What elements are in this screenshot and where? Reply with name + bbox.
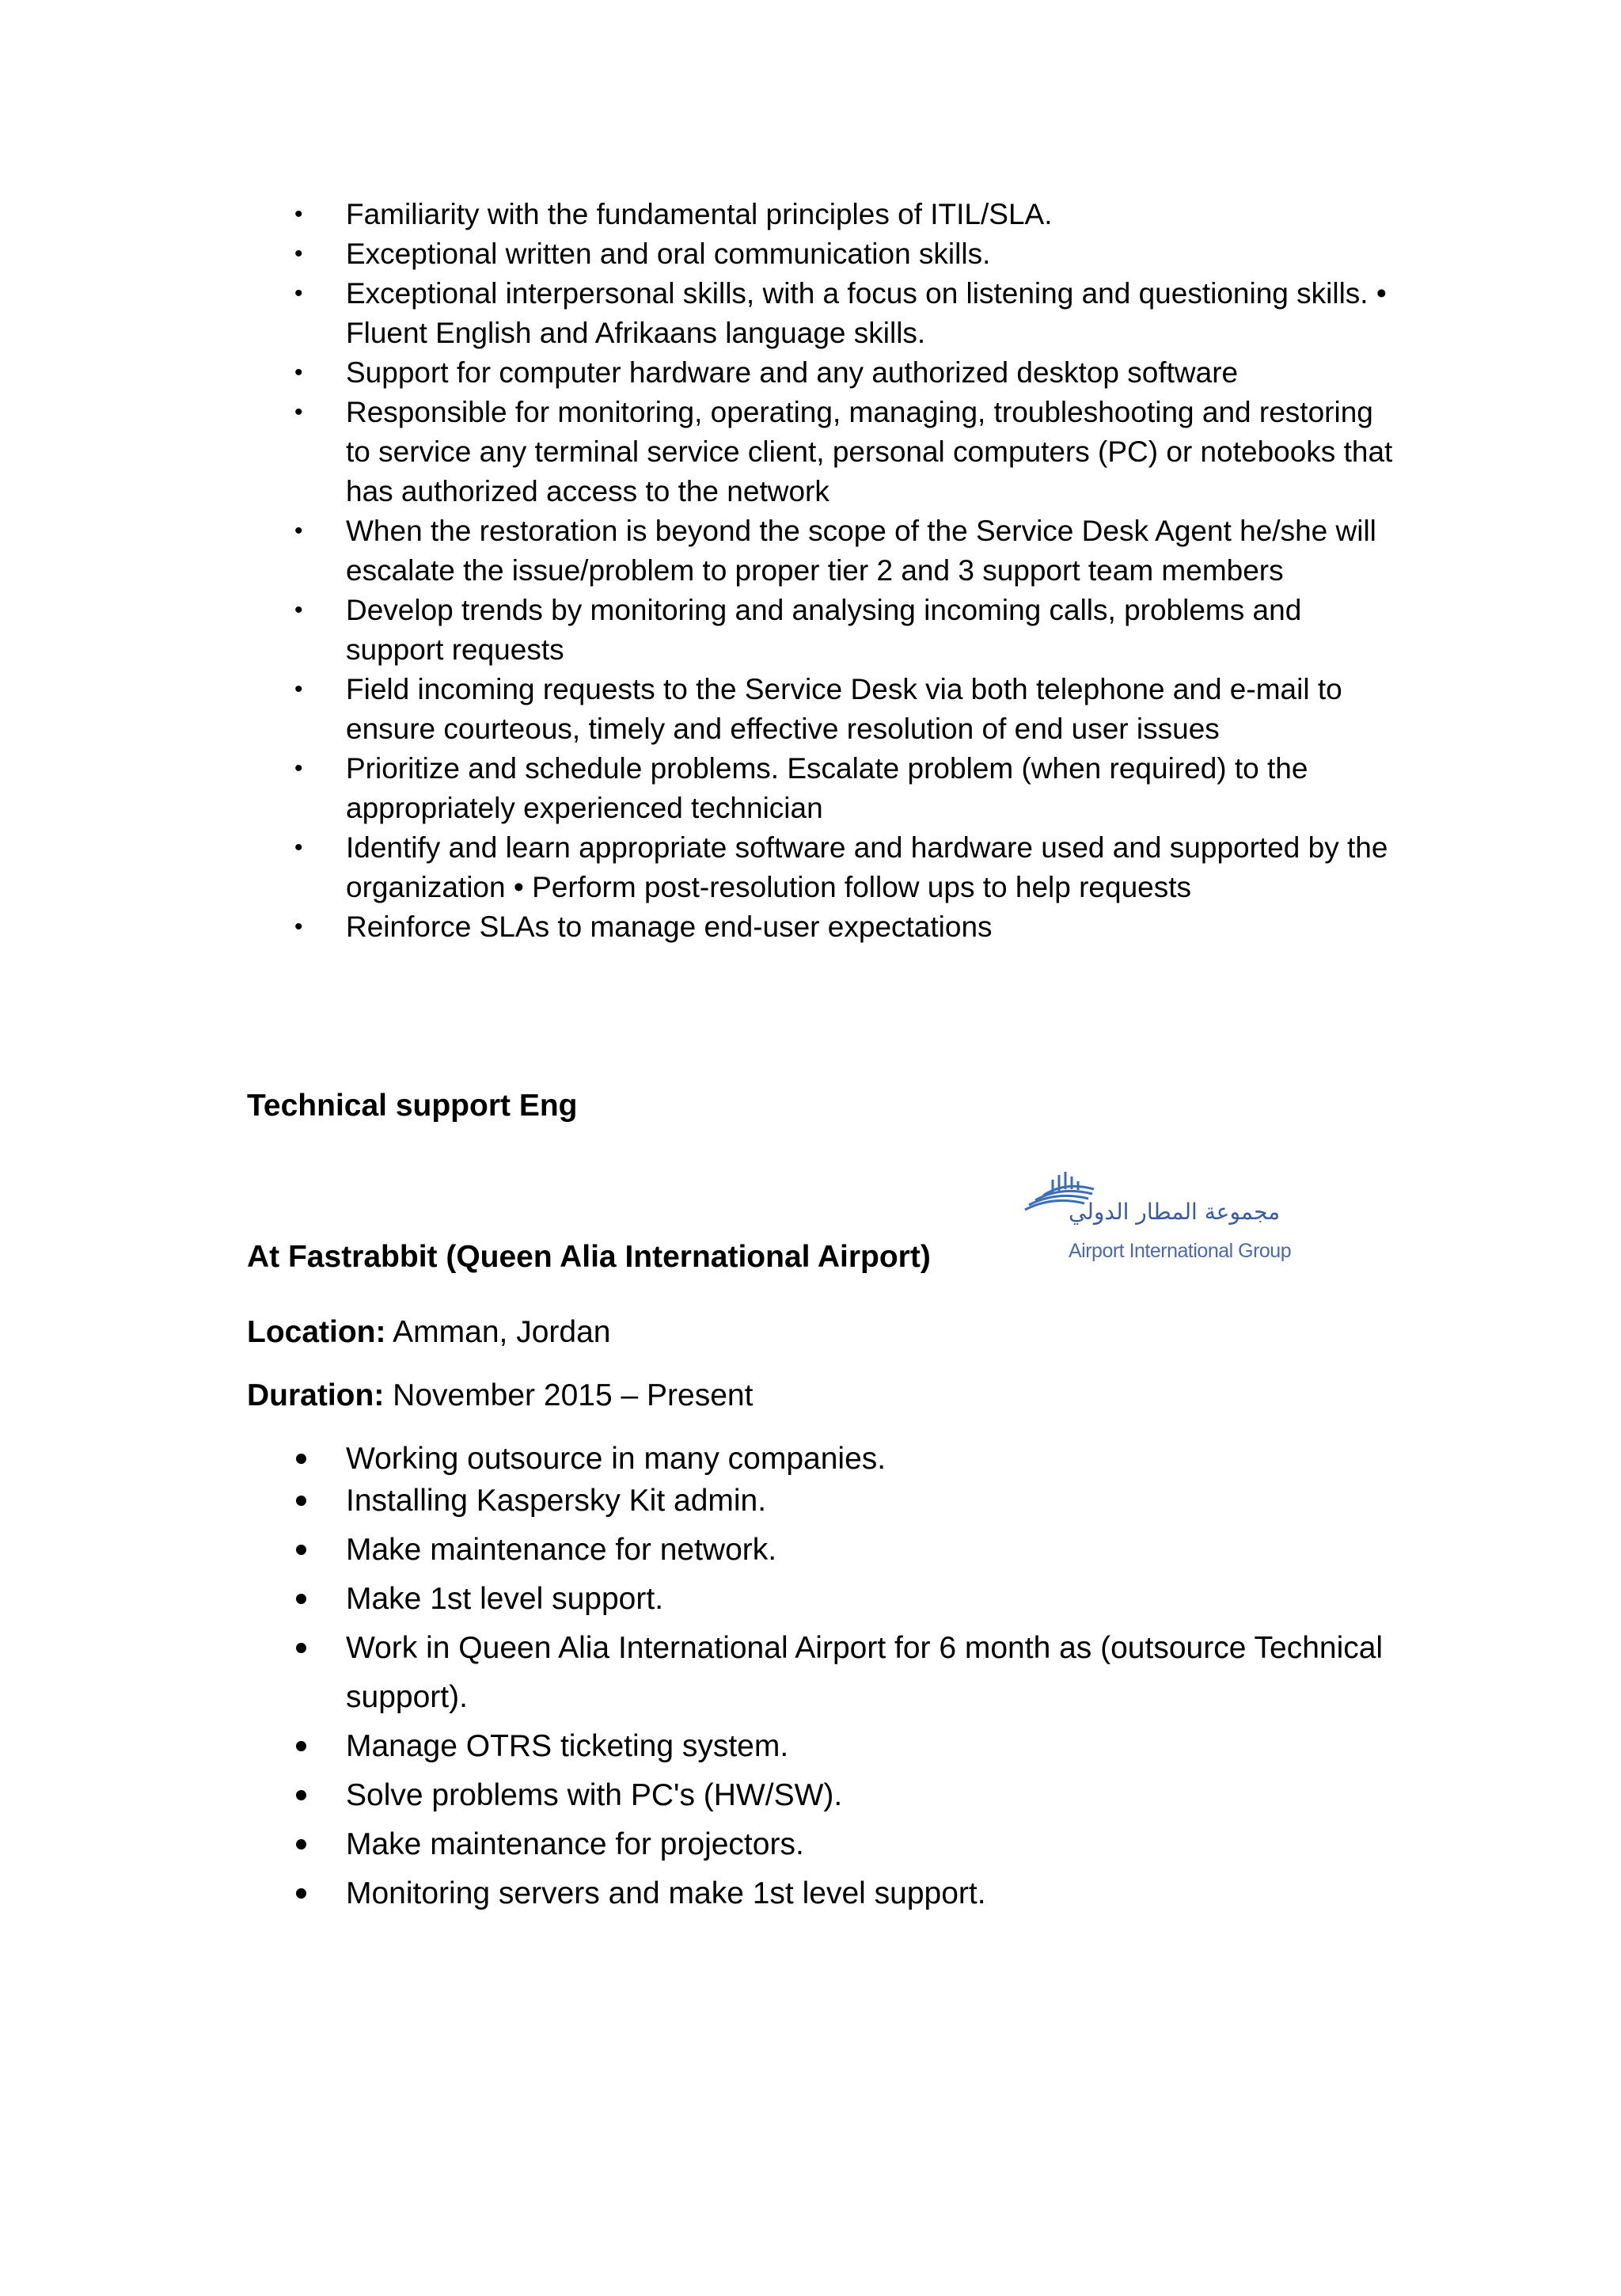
list-item: • Field incoming requests to the Service Desk via both telephone and e-mail to ensure courteous, timely and effective resolution of end user issues <box>247 670 1395 749</box>
bullet-icon: • <box>294 359 303 386</box>
bullet-icon: • <box>294 518 303 544</box>
logo-latin-text: Airport International Group <box>1069 1240 1292 1262</box>
bullet-icon <box>296 1888 306 1899</box>
list-item: • Familiarity with the fundamental principles of ITIL/SLA. <box>247 195 1395 234</box>
bullet-icon <box>296 1545 306 1555</box>
location-label: Location: <box>247 1315 386 1349</box>
bullet-icon: • <box>294 676 303 702</box>
duration-line <box>247 1378 753 1413</box>
bullet-icon: • <box>294 834 303 861</box>
bullet-icon <box>296 1643 306 1653</box>
list-item: • Support for computer hardware and any authorized desktop software <box>247 353 1395 393</box>
logo-arabic-text: مجموعة المطار الدولي <box>1069 1199 1281 1225</box>
duration-label: Duration: <box>247 1378 385 1412</box>
list-item: Monitoring servers and make 1st level support. <box>247 1869 1395 1918</box>
bullet-icon <box>296 1839 306 1849</box>
list-item: • Reinforce SLAs to manage end-user expectations <box>247 907 1395 947</box>
list-item: Make maintenance for projectors. <box>247 1820 1395 1869</box>
list-item: • Identify and learn appropriate software and hardware used and supported by the organization • Perform post-resolution follow ups to help requests <box>247 828 1395 907</box>
tasks-list <box>247 1442 1395 1918</box>
bullet-icon: • <box>294 399 303 425</box>
list-item: • Prioritize and schedule problems. Escalate problem (when required) to the appropriately experienced technician <box>247 749 1395 828</box>
location-value: Amman, Jordan <box>385 1315 611 1349</box>
bullet-icon: • <box>294 241 303 267</box>
bullet-icon: • <box>294 914 303 940</box>
bullet-icon <box>296 1790 306 1800</box>
list-item: Make maintenance for network. <box>247 1526 1395 1575</box>
list-item: • Exceptional written and oral communication skills. <box>247 234 1395 274</box>
bullet-icon: • <box>294 201 303 227</box>
bullet-icon <box>296 1594 306 1604</box>
list-item: Work in Queen Alia International Airport for 6 month as (outsource Technical support). <box>247 1624 1395 1722</box>
bullet-icon: • <box>294 755 303 781</box>
list-item: Manage OTRS ticketing system. <box>247 1722 1395 1771</box>
list-item: • Exceptional interpersonal skills, with a focus on listening and questioning skills. • Fluent English and Afrikaans language skills. <box>247 274 1395 353</box>
job-title: Technical support Eng <box>247 1089 578 1123</box>
duration-value: November 2015 – Present <box>384 1378 754 1412</box>
bullet-icon <box>296 1496 306 1506</box>
list-item: Working outsource in many companies. <box>247 1442 1395 1477</box>
location-line <box>247 1315 610 1350</box>
bullet-icon <box>296 1741 306 1751</box>
list-item: • Responsible for monitoring, operating, managing, troubleshooting and restoring to service any terminal service client, personal computers (PC) or notebooks that has authorized access to the network <box>247 393 1395 511</box>
list-item: • When the restoration is beyond the scope of the Service Desk Agent he/she will escalate the issue/problem to proper tier 2 and 3 support team members <box>247 511 1395 591</box>
list-item: Installing Kaspersky Kit admin. <box>247 1477 1395 1526</box>
responsibilities-list <box>247 195 1395 947</box>
list-item: • Develop trends by monitoring and analysing incoming calls, problems and support requests <box>247 591 1395 670</box>
bullet-icon: • <box>294 597 303 623</box>
bullet-icon <box>296 1454 306 1464</box>
list-item: Solve problems with PC's (HW/SW). <box>247 1771 1395 1820</box>
list-item: Make 1st level support. <box>247 1575 1395 1624</box>
bullet-icon: • <box>294 280 303 306</box>
airport-international-group-logo <box>1021 1164 1322 1283</box>
company-name: At Fastrabbit (Queen Alia International Airport) <box>247 1240 931 1274</box>
